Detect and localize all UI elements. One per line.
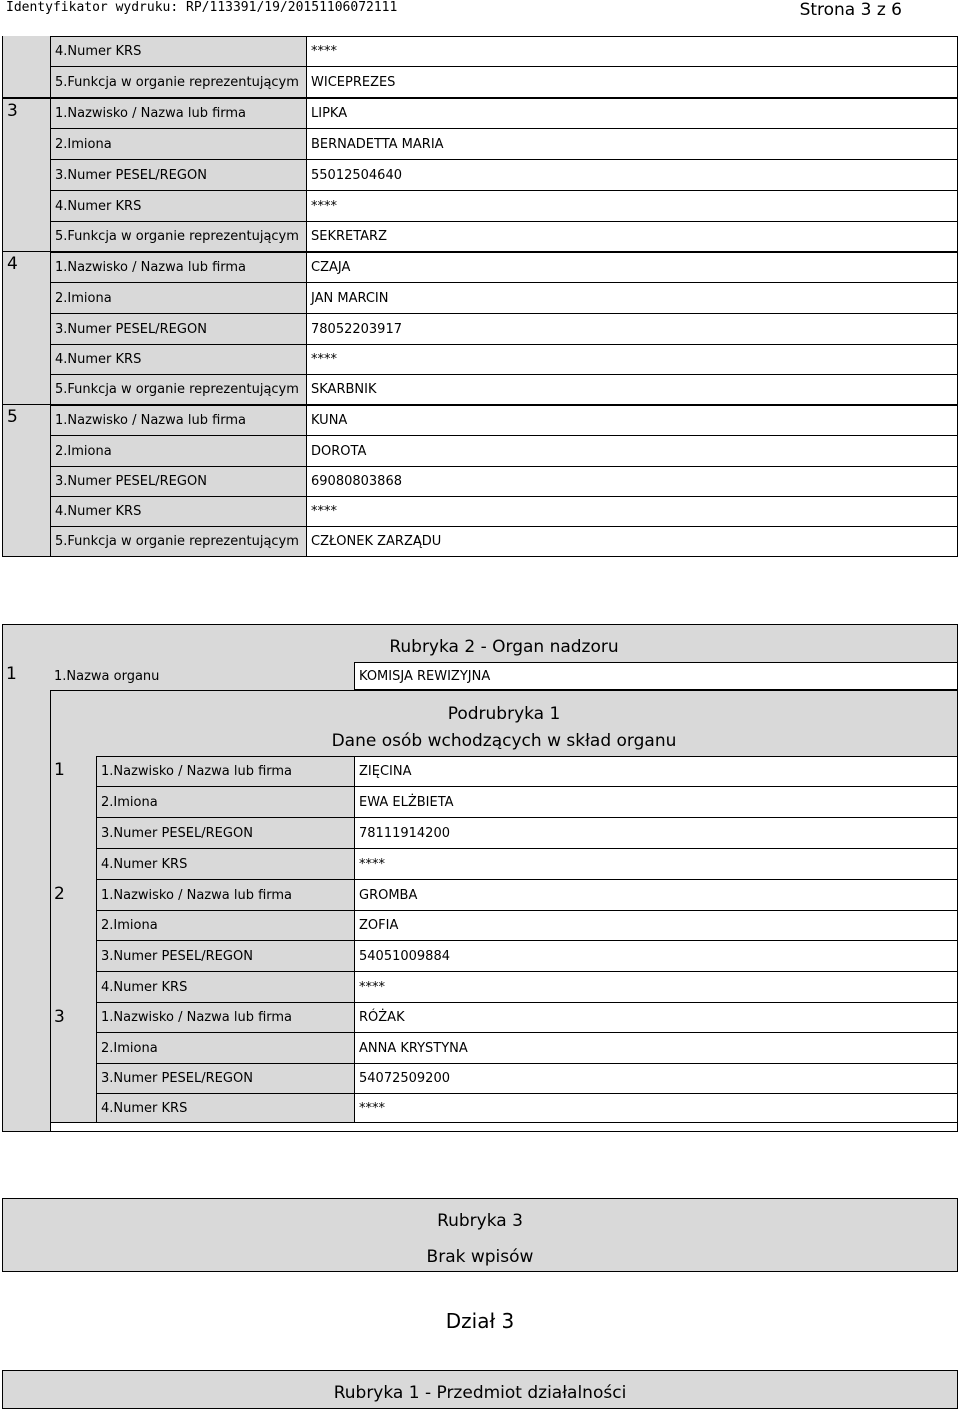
value-imiona: ANNA KRYSTYNA	[354, 1033, 958, 1064]
page-number: Strona 3 z 6	[799, 0, 902, 20]
entry-number-cell-prev	[2, 36, 52, 98]
value-nazwisko: GROMBA	[354, 880, 958, 911]
value-nazwa-organu: KOMISJA REWIZYJNA	[354, 662, 958, 690]
value-krs: ****	[306, 36, 958, 67]
label-nazwisko: 1.Nazwisko / Nazwa lub firma	[50, 252, 308, 283]
value-pesel: 54051009884	[354, 941, 958, 972]
rubryka-2-title: Rubryka 2 - Organ nadzoru	[389, 637, 619, 657]
label-imiona: 2.Imiona	[96, 911, 356, 941]
label-imiona: 2.Imiona	[50, 129, 308, 160]
value-krs: ****	[306, 345, 958, 375]
entry-number: 3	[2, 98, 52, 252]
print-identifier: Identyfikator wydruku: RP/113391/19/20151106072111	[6, 0, 398, 15]
label-imiona: 2.Imiona	[96, 787, 356, 818]
value-nazwisko: CZAJA	[306, 252, 958, 283]
value-funkcja: SEKRETARZ	[306, 222, 958, 252]
member-number: 3	[54, 1007, 65, 1027]
value-krs: ****	[354, 1094, 958, 1123]
label-funkcja: 5.Funkcja w organie reprezentującym	[50, 67, 308, 98]
value-imiona: ZOFIA	[354, 911, 958, 941]
label-krs: 4.Numer KRS	[50, 345, 308, 375]
podrubryka-subtitle: Dane osób wchodzących w skład organu	[331, 731, 677, 751]
label-pesel: 3.Numer PESEL/REGON	[50, 467, 308, 497]
label-krs: 4.Numer KRS	[50, 497, 308, 527]
label-nazwa-organu: 1.Nazwa organu	[50, 662, 356, 690]
entry-number: 5	[2, 405, 52, 557]
label-nazwisko: 1.Nazwisko / Nazwa lub firma	[96, 880, 356, 911]
value-funkcja: WICEPREZES	[306, 67, 958, 98]
label-pesel: 3.Numer PESEL/REGON	[96, 818, 356, 849]
entry-number: 4	[2, 252, 52, 405]
label-nazwisko: 1.Nazwisko / Nazwa lub firma	[50, 98, 308, 129]
label-nazwisko: 1.Nazwisko / Nazwa lub firma	[96, 756, 356, 787]
label-imiona: 2.Imiona	[50, 436, 308, 467]
label-krs: 4.Numer KRS	[96, 972, 356, 1003]
value-pesel: 69080803868	[306, 467, 958, 497]
value-pesel: 78111914200	[354, 818, 958, 849]
rubryka-3-content: Brak wpisów	[426, 1247, 534, 1267]
value-imiona: JAN MARCIN	[306, 283, 958, 314]
podrubryka-footer	[50, 1122, 958, 1132]
value-krs: ****	[306, 497, 958, 527]
label-imiona: 2.Imiona	[50, 283, 308, 314]
value-pesel: 55012504640	[306, 160, 958, 191]
member-number-column	[50, 756, 98, 1122]
label-funkcja: 5.Funkcja w organie reprezentującym	[50, 222, 308, 252]
dzial-3-title: Dział 3	[445, 1309, 515, 1333]
label-krs: 4.Numer KRS	[50, 191, 308, 222]
value-funkcja: SKARBNIK	[306, 375, 958, 405]
value-imiona: BERNADETTA MARIA	[306, 129, 958, 160]
value-nazwisko: RÓŻAK	[354, 1003, 958, 1033]
label-nazwisko: 1.Nazwisko / Nazwa lub firma	[96, 1003, 356, 1033]
value-krs: ****	[354, 849, 958, 880]
value-nazwisko: ZIĘCINA	[354, 756, 958, 787]
value-nazwisko: LIPKA	[306, 98, 958, 129]
organ-number: 1	[6, 664, 17, 684]
value-krs: ****	[306, 191, 958, 222]
value-funkcja: CZŁONEK ZARZĄDU	[306, 527, 958, 557]
member-number: 2	[54, 884, 65, 904]
label-pesel: 3.Numer PESEL/REGON	[50, 160, 308, 191]
label-imiona: 2.Imiona	[96, 1033, 356, 1064]
value-imiona: DOROTA	[306, 436, 958, 467]
rubryka-3-title: Rubryka 3	[437, 1211, 523, 1231]
value-imiona: EWA ELŻBIETA	[354, 787, 958, 818]
value-pesel: 54072509200	[354, 1064, 958, 1094]
value-krs: ****	[354, 972, 958, 1003]
label-funkcja: 5.Funkcja w organie reprezentującym	[50, 527, 308, 557]
label-krs: 4.Numer KRS	[96, 849, 356, 880]
label-nazwisko: 1.Nazwisko / Nazwa lub firma	[50, 405, 308, 436]
label-pesel: 3.Numer PESEL/REGON	[50, 314, 308, 345]
label-krs: 4.Numer KRS	[50, 36, 308, 67]
value-pesel: 78052203917	[306, 314, 958, 345]
value-nazwisko: KUNA	[306, 405, 958, 436]
member-number: 1	[54, 760, 65, 780]
rubryka-1-title: Rubryka 1 - Przedmiot działalności	[333, 1383, 627, 1403]
label-pesel: 3.Numer PESEL/REGON	[96, 941, 356, 972]
podrubryka-title: Podrubryka 1	[447, 704, 561, 724]
label-krs: 4.Numer KRS	[96, 1094, 356, 1123]
label-pesel: 3.Numer PESEL/REGON	[96, 1064, 356, 1094]
label-funkcja: 5.Funkcja w organie reprezentującym	[50, 375, 308, 405]
